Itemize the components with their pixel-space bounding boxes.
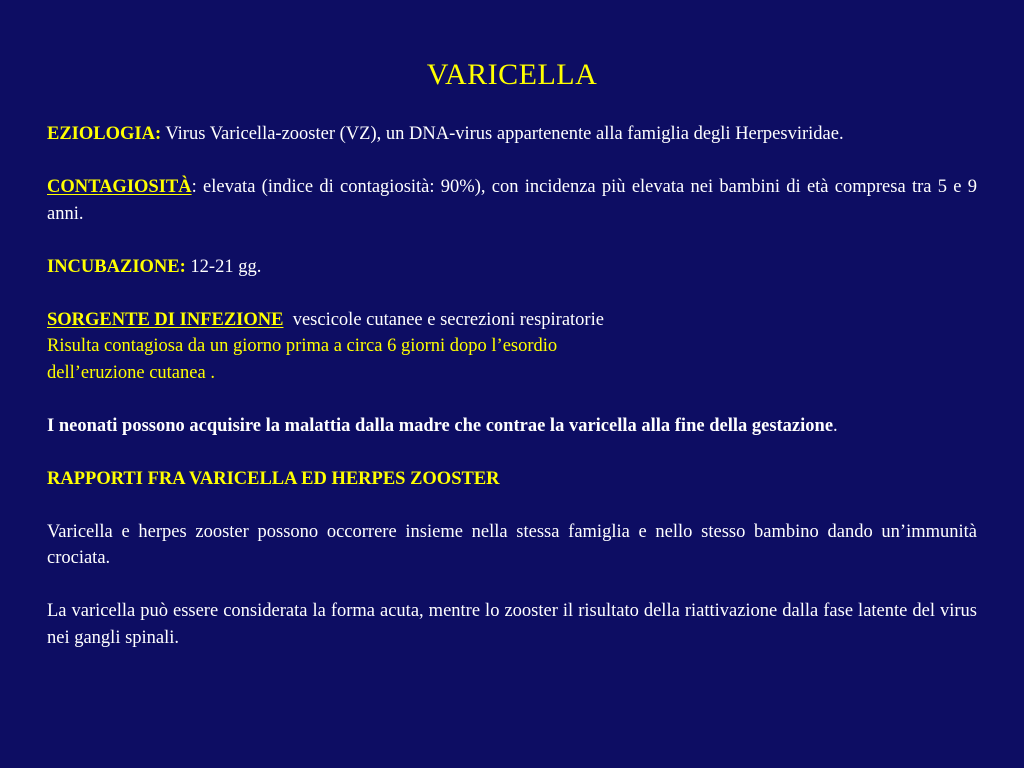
sorgente-note-line2: dell’eruzione cutanea . bbox=[47, 362, 215, 383]
rapporti-paragraph-2: La varicella può essere considerata la forma acuta, mentre lo zooster il risultato della riattivazione dalla fase latente del virus nei gangli spinali. bbox=[47, 601, 977, 648]
eziologia-text: Virus Varicella-zooster (VZ), un DNA-virus appartenente alla famiglia degli Herpesviridae. bbox=[161, 124, 844, 144]
contagiosita-text: : elevata (indice di contagiosità: 90%), con incidenza più elevata nei bambini di età compresa tra 5 e 9 anni. bbox=[47, 177, 977, 224]
incubazione-text: 12-21 gg. bbox=[185, 256, 262, 277]
rapporti-paragraph-1: Varicella e herpes zooster possono occorrere insieme nella stessa famiglia e nello stesso bambino dando un’immunità crociata. bbox=[47, 521, 977, 568]
incubazione-paragraph bbox=[47, 254, 977, 281]
sorgente-text: vescicole cutanee e secrezioni respiratorie bbox=[283, 309, 604, 330]
neonati-text: I neonati possono acquisire la malattia dalla madre che contrae la varicella alla fine della gestazione bbox=[47, 415, 834, 436]
contagiosita-label: CONTAGIOSITÀ bbox=[47, 177, 192, 197]
rapporti-heading: RAPPORTI FRA VARICELLA ED HERPES ZOOSTER bbox=[47, 468, 500, 489]
neonati-paragraph bbox=[47, 413, 977, 440]
sorgente-note-line1: Risulta contagiosa da un giorno prima a circa 6 giorni dopo l’esordio bbox=[47, 336, 558, 356]
incubazione-label: INCUBAZIONE: bbox=[47, 256, 186, 277]
rapporti-heading-paragraph bbox=[47, 466, 977, 493]
neonati-end: . bbox=[833, 415, 838, 436]
sorgente-label: SORGENTE DI INFEZIONE bbox=[47, 309, 284, 330]
page-title: VARICELLA bbox=[426, 58, 598, 91]
slide-body bbox=[47, 121, 977, 651]
contagiosita-paragraph bbox=[47, 174, 977, 227]
sorgente-paragraph bbox=[47, 307, 977, 387]
eziologia-paragraph bbox=[47, 121, 977, 148]
eziologia-label: EZIOLOGIA: bbox=[47, 124, 162, 144]
